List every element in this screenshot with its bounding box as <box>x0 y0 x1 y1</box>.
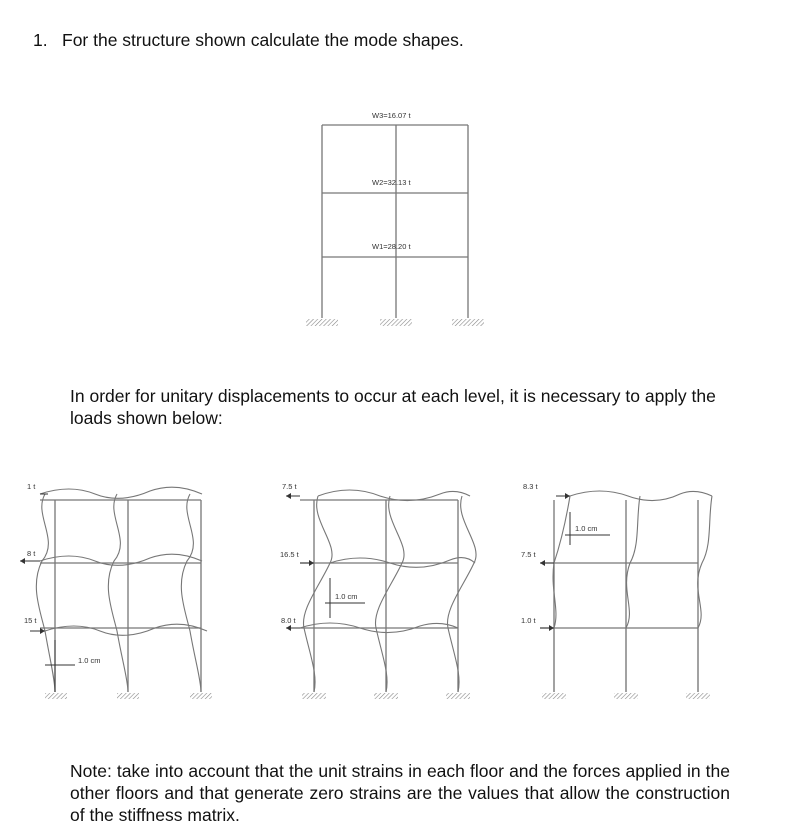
support-hatch <box>306 319 338 326</box>
displacement-label: 1.0 cm <box>78 656 101 665</box>
load-arrows <box>20 494 48 634</box>
main-frame <box>306 111 484 326</box>
load-label: 16.5 t <box>280 550 299 559</box>
support-hatch <box>380 319 412 326</box>
load-label: 1 t <box>27 482 36 491</box>
weight-label-w2: W2=32.13 t <box>372 178 411 187</box>
load-case-3 <box>521 482 712 699</box>
case-frame <box>40 500 201 692</box>
deflected-shape <box>36 487 207 692</box>
weight-label-w1: W1=28.20 t <box>372 242 411 251</box>
displacement-label: 1.0 cm <box>575 524 598 533</box>
intro-paragraph: In order for unitary displacements to occur at each level, it is necessary to apply the loads shown below: <box>70 386 716 428</box>
load-label: 8.0 t <box>281 616 296 625</box>
load-label: 8.3 t <box>523 482 538 491</box>
displacement-label: 1.0 cm <box>335 592 358 601</box>
question-number: 1. <box>33 30 48 50</box>
support-hatch <box>452 319 484 326</box>
note-paragraph: Note: take into account that the unit strains in each floor and the forces applied in the other floors and that generate zero strains are the values that allow the construction of the stiffness matrix. <box>70 761 730 825</box>
load-label: 1.0 t <box>521 616 536 625</box>
load-arrows <box>286 493 314 631</box>
question-text: For the structure shown calculate the mode shapes. <box>62 30 464 50</box>
load-case-2 <box>280 482 476 699</box>
load-label: 7.5 t <box>521 550 536 559</box>
load-arrows <box>540 493 570 631</box>
weight-label-w3: W3=16.07 t <box>372 111 411 120</box>
deflected-shape <box>553 491 712 692</box>
load-label: 7.5 t <box>282 482 297 491</box>
load-case-1 <box>20 482 212 699</box>
deflected-shape <box>300 490 476 692</box>
load-label: 15 t <box>24 616 37 625</box>
load-label: 8 t <box>27 549 36 558</box>
